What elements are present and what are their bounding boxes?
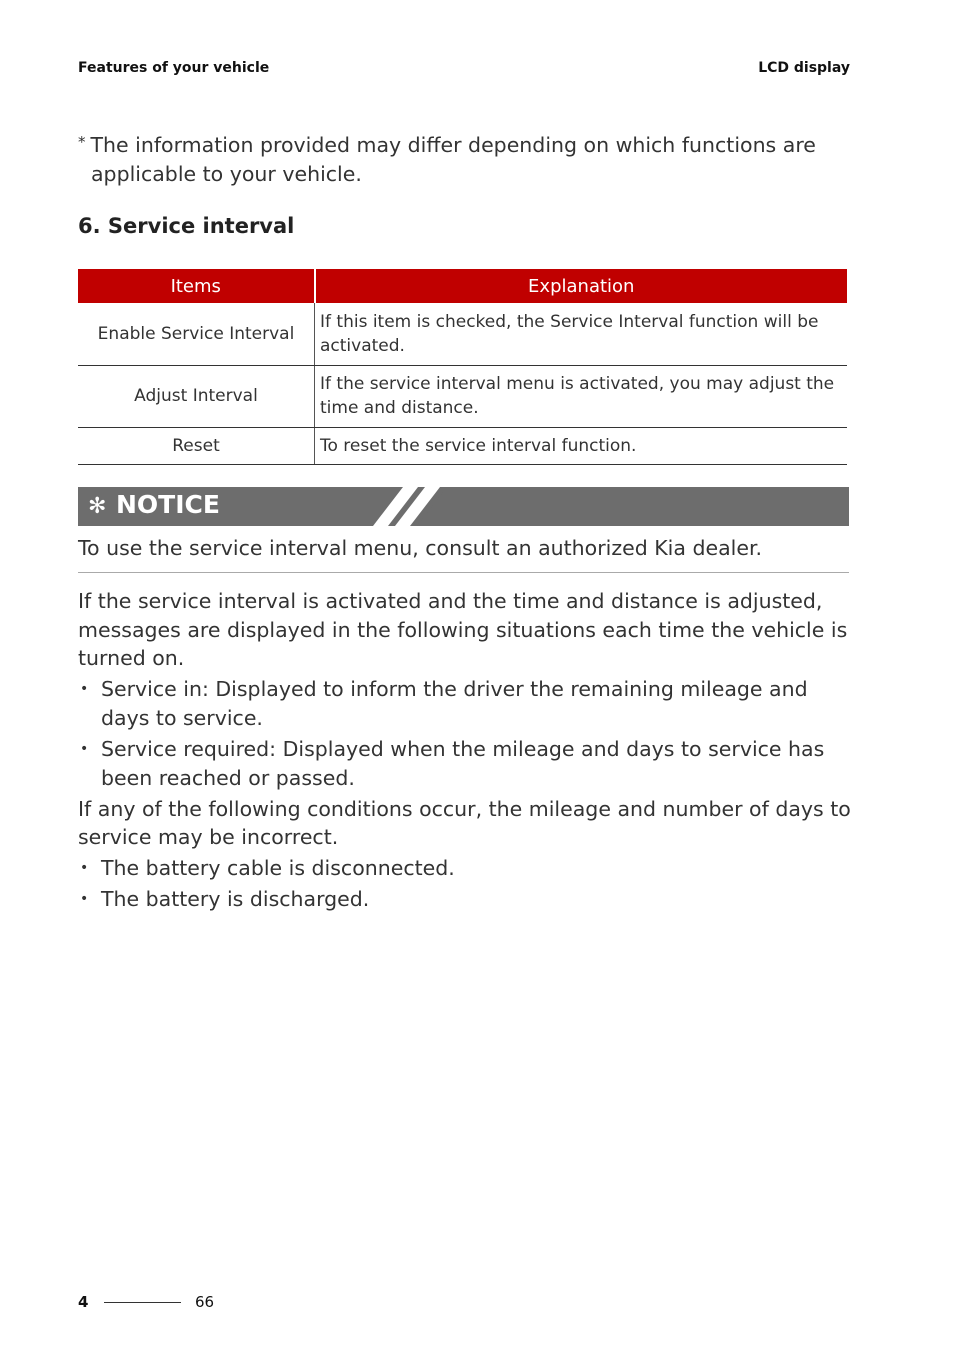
notice-text: To use the service interval menu, consult an authorized Kia dealer.: [78, 536, 763, 560]
service-interval-table: [78, 269, 847, 465]
table-cell-item: Enable Service Interval: [78, 303, 315, 365]
notice-banner: [78, 487, 849, 526]
table-row: [78, 303, 847, 365]
list-item: • Service required: Displayed when the mileage and days to service has been reached or passed.: [78, 735, 858, 793]
asterisk-icon: ✻: [88, 494, 107, 519]
table-cell-explanation: If the service interval menu is activated, you may adjust the time and distance.: [315, 365, 848, 427]
list-item: • The battery cable is disconnected.: [78, 854, 858, 883]
bullet-list-2: [78, 854, 858, 914]
note-line-2: applicable to your vehicle.: [91, 162, 362, 186]
col-header-explanation: Explanation: [315, 269, 848, 303]
note-line-1: The information provided may differ depending on which functions are: [90, 133, 816, 157]
table-cell-item: Reset: [78, 427, 315, 464]
table-row: [78, 427, 847, 464]
header-chapter-title: LCD display: [758, 60, 850, 76]
notice-divider: [78, 572, 849, 573]
list-item: • Service in: Displayed to inform the driver the remaining mileage and days to service.: [78, 675, 858, 733]
footer-page-number: 66: [195, 1293, 215, 1311]
top-note: [78, 131, 858, 189]
table-row: [78, 365, 847, 427]
table-header-row: [78, 269, 847, 303]
table-cell-explanation: If this item is checked, the Service Interval function will be activated.: [315, 303, 848, 365]
body-paragraph-1: If the service interval is activated and the time and distance is adjusted, messages are displayed in the following situations each time the vehicle is turned on.: [78, 589, 848, 670]
section-title: 6. Service interval: [78, 214, 295, 238]
body-content: [78, 587, 858, 916]
body-paragraph-2: If any of the following conditions occur, the mileage and number of days to service may be incorrect.: [78, 796, 851, 849]
col-header-items: Items: [78, 269, 315, 303]
notice-label: NOTICE: [116, 490, 220, 519]
bullet-list-1: [78, 675, 858, 793]
table-cell-explanation: To reset the service interval function.: [315, 427, 848, 464]
table-cell-item: Adjust Interval: [78, 365, 315, 427]
list-item: • The battery is discharged.: [78, 885, 858, 914]
header-section-title: Features of your vehicle: [78, 60, 270, 76]
footer-chapter-number: 4: [78, 1293, 89, 1311]
footer-divider: [104, 1302, 181, 1303]
note-asterisk: *: [78, 133, 86, 151]
